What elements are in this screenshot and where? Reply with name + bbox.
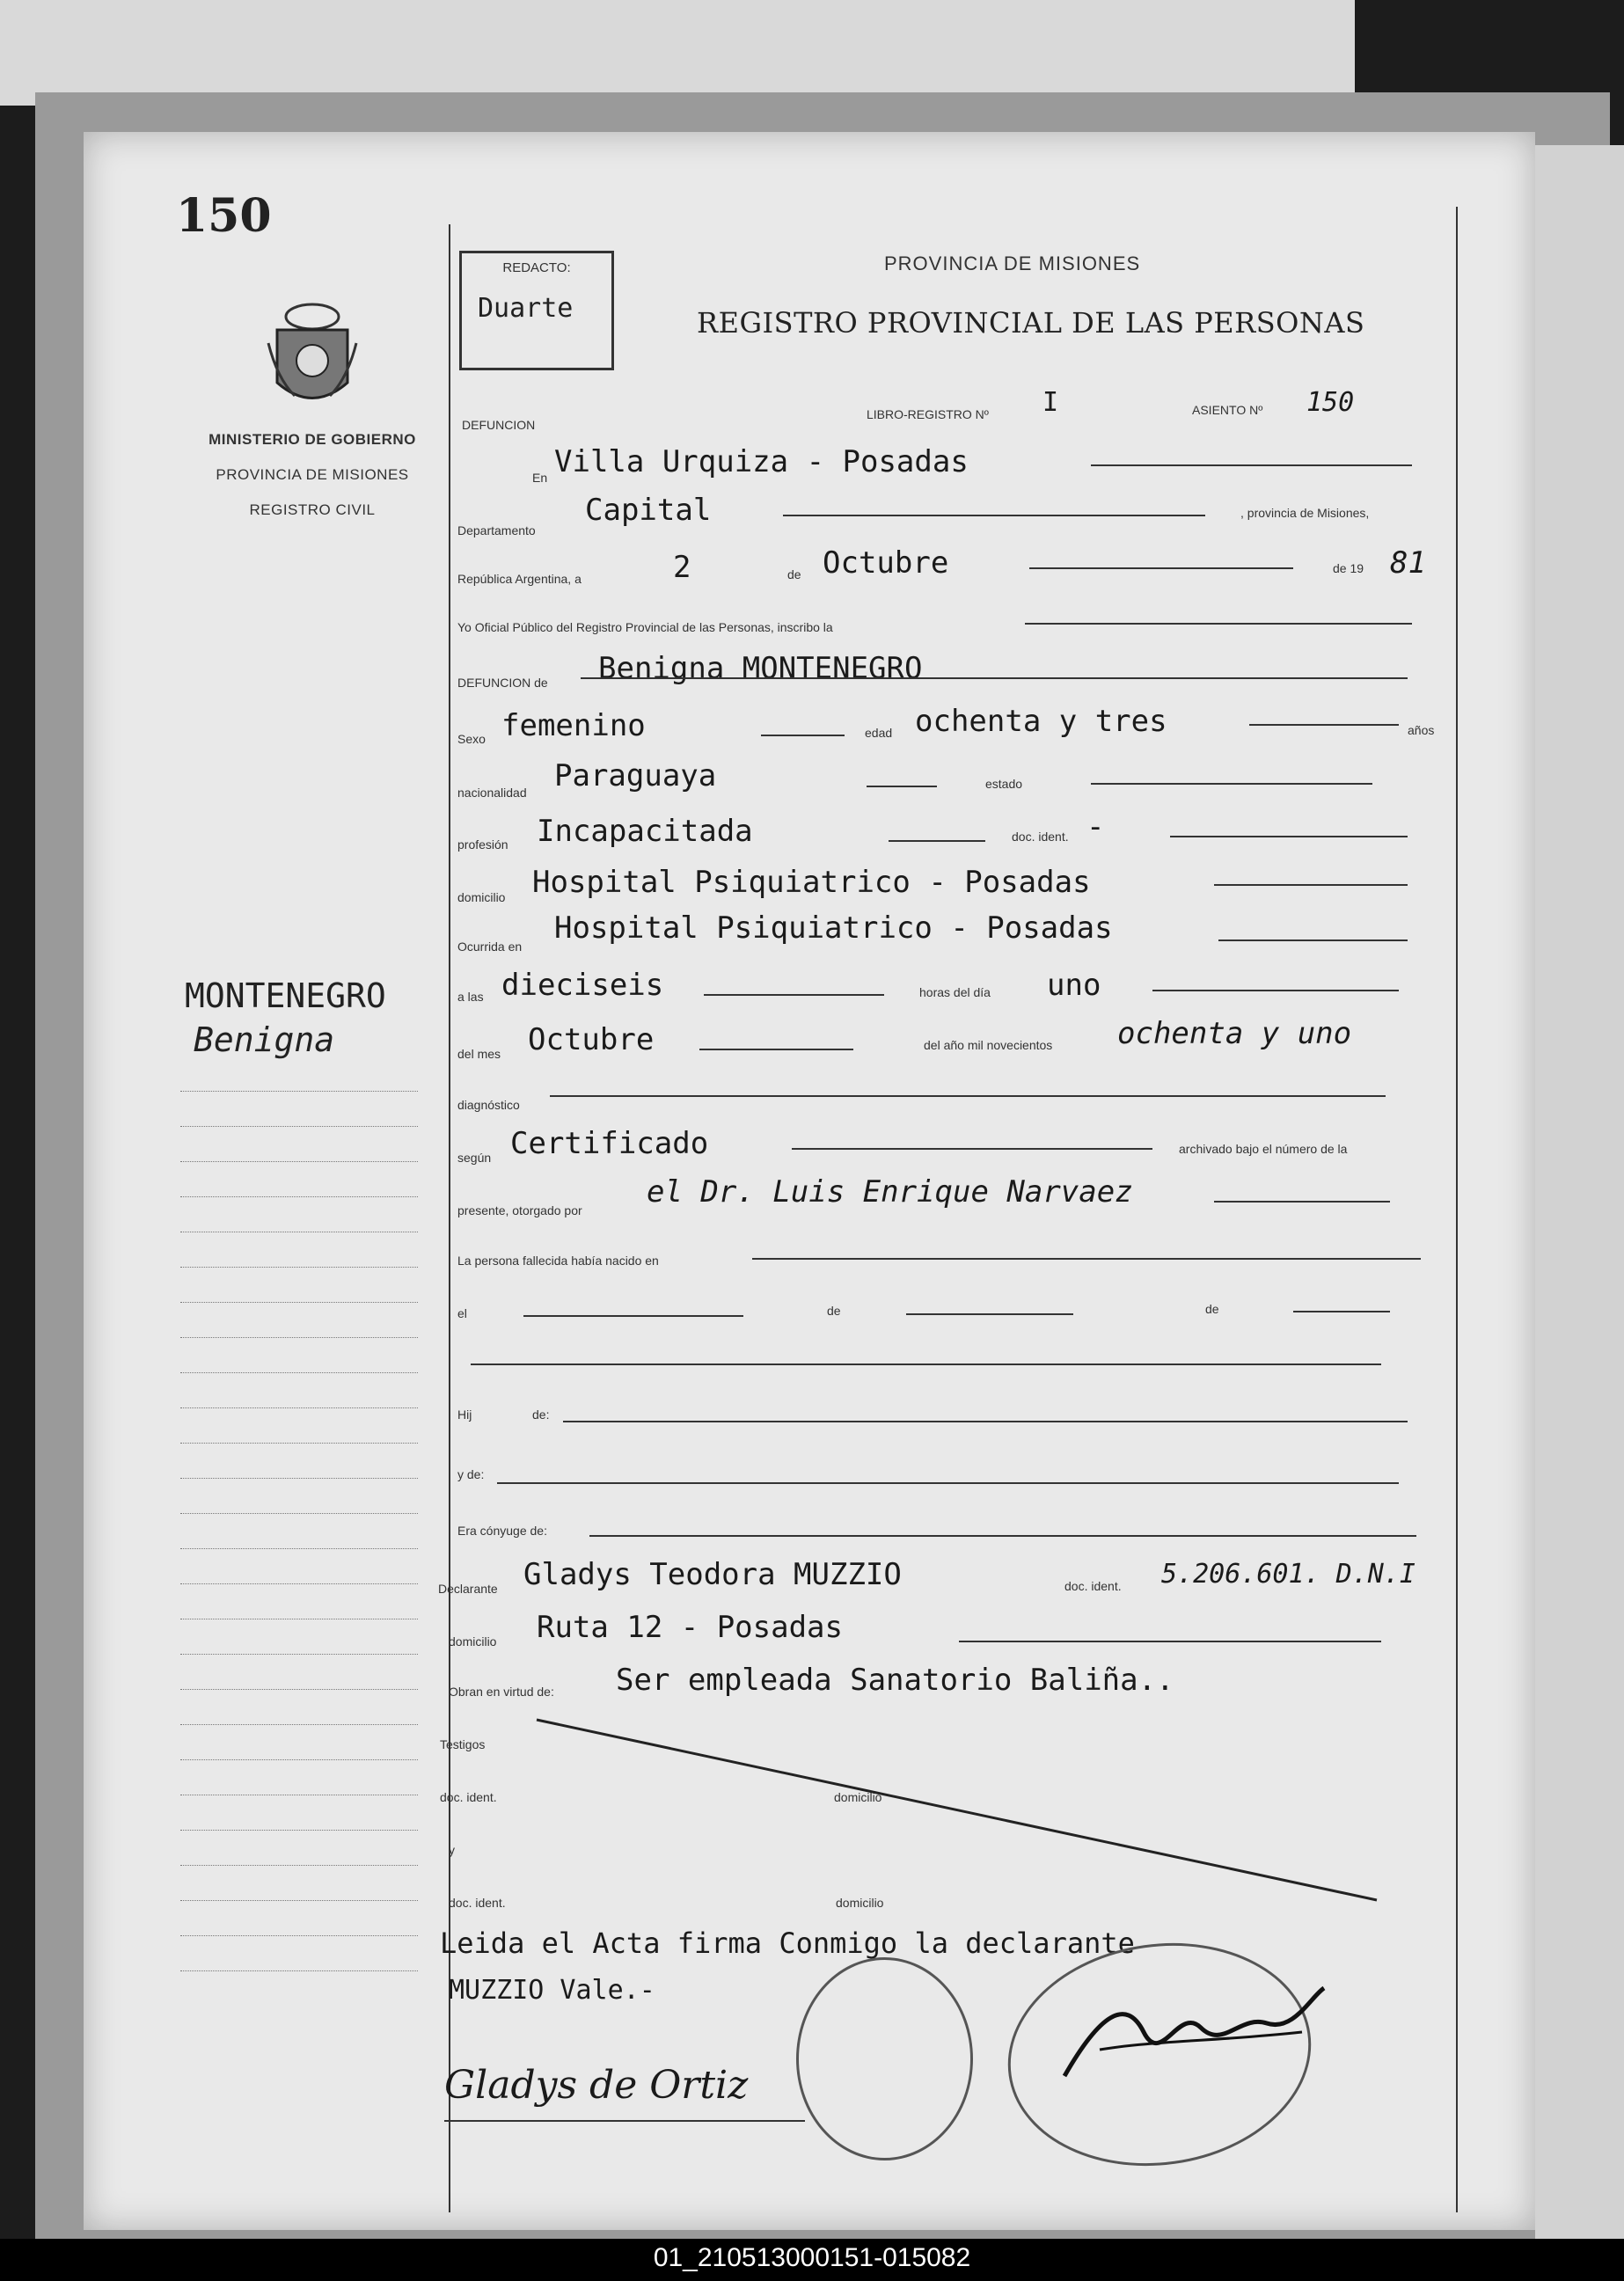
dia-value: uno bbox=[1047, 968, 1101, 1003]
registry-title: REGISTRO PROVINCIAL DE LAS PERSONAS bbox=[697, 306, 1365, 340]
anio-value: ochenta y uno bbox=[1117, 1016, 1352, 1051]
margin-surname: MONTENEGRO bbox=[185, 976, 386, 1015]
line bbox=[906, 1313, 1073, 1315]
line bbox=[1218, 939, 1408, 941]
line bbox=[1029, 567, 1293, 569]
asiento-label: ASIENTO Nº bbox=[1192, 403, 1263, 417]
obran-label: Obran en virtud de: bbox=[449, 1685, 554, 1699]
decl-doc-value: 5.206.601. D.N.I bbox=[1161, 1559, 1416, 1590]
decl-dom-label: domicilio bbox=[449, 1634, 497, 1649]
line bbox=[589, 1535, 1416, 1537]
asiento-value: 150 bbox=[1306, 387, 1355, 418]
image-id: 01_210513000151-015082 bbox=[653, 2243, 971, 2272]
anos-label: años bbox=[1408, 723, 1435, 737]
ocurrida-label: Ocurrida en bbox=[457, 939, 523, 954]
province-header: PROVINCIA DE MISIONES bbox=[884, 252, 1141, 274]
line bbox=[1214, 884, 1408, 886]
testigo-dom2-label: domicilio bbox=[836, 1896, 884, 1910]
year-suffix: 81 bbox=[1390, 545, 1426, 581]
line bbox=[699, 1049, 853, 1050]
day-value: 2 bbox=[673, 550, 691, 585]
libro-value: I bbox=[1042, 387, 1059, 418]
horas-value: dieciseis bbox=[501, 968, 664, 1003]
coat-of-arms-icon bbox=[264, 299, 361, 413]
decl-doc-label: doc. ident. bbox=[1064, 1579, 1122, 1593]
place-value: Villa Urquiza - Posadas bbox=[554, 444, 969, 479]
ocurrida-value: Hospital Psiquiatrico - Posadas bbox=[554, 910, 1113, 946]
decl-dom-value: Ruta 12 - Posadas bbox=[537, 1610, 843, 1645]
otorgado-value: el Dr. Luis Enrique Narvaez bbox=[647, 1174, 1133, 1210]
departamento-label: Departamento bbox=[457, 523, 536, 537]
line bbox=[867, 786, 937, 787]
official-stamp bbox=[796, 1957, 973, 2160]
de-label: de bbox=[787, 567, 801, 581]
province-label: PROVINCIA DE MISIONES bbox=[216, 466, 409, 483]
line bbox=[1249, 724, 1399, 726]
nacionalidad-label: nacionalidad bbox=[457, 786, 527, 800]
profesion-value: Incapacitada bbox=[537, 814, 753, 849]
column-divider bbox=[449, 224, 450, 2212]
archivado-label: archivado bajo el número de la bbox=[1179, 1142, 1348, 1156]
sexo-label: Sexo bbox=[457, 732, 486, 746]
closing-line-2: MUZZIO Vale.- bbox=[449, 1975, 655, 2006]
line bbox=[1214, 1201, 1390, 1203]
previous-page-edge bbox=[0, 0, 1355, 106]
line bbox=[752, 1258, 1421, 1260]
edad-value: ochenta y tres bbox=[915, 704, 1167, 739]
cancel-stroke bbox=[528, 1711, 1390, 1909]
anio-label: del año mil novecientos bbox=[924, 1038, 1053, 1052]
el-label: el bbox=[457, 1306, 467, 1320]
de2-label: de bbox=[827, 1304, 841, 1318]
provincia-label: , provincia de Misiones, bbox=[1240, 506, 1370, 520]
line bbox=[550, 1095, 1386, 1097]
doc-ident-value: - bbox=[1086, 809, 1105, 844]
republica-label: República Argentina, a bbox=[457, 572, 582, 586]
nacionalidad-value: Paraguaya bbox=[554, 758, 717, 793]
redacto-box bbox=[459, 251, 614, 370]
line bbox=[792, 1148, 1152, 1150]
estado-label: estado bbox=[985, 777, 1023, 791]
y-de-label: y de: bbox=[457, 1467, 485, 1481]
presente-label: presente, otorgado por bbox=[457, 1203, 582, 1217]
line bbox=[523, 1315, 743, 1317]
de3-label: de bbox=[1205, 1302, 1219, 1316]
redacto-label: REDACTO: bbox=[502, 260, 571, 275]
declarant-signature: Gladys de Ortiz bbox=[444, 2063, 749, 2108]
line bbox=[1091, 783, 1372, 785]
doc-ident-label: doc. ident. bbox=[1012, 830, 1069, 844]
mes-value: Octubre bbox=[528, 1022, 655, 1057]
hij-de-label: de: bbox=[532, 1407, 550, 1422]
oficial-label: Yo Oficial Público del Registro Provincial de las Personas, inscribo la bbox=[457, 620, 833, 634]
line bbox=[783, 515, 1205, 516]
redacto-value: Duarte bbox=[478, 293, 574, 324]
line bbox=[889, 840, 985, 842]
en-label: En bbox=[532, 471, 548, 485]
line bbox=[581, 677, 1408, 679]
registrar-signature bbox=[1047, 1979, 1337, 2094]
line bbox=[471, 1363, 1381, 1365]
testigo-doc-label: doc. ident. bbox=[440, 1790, 497, 1804]
domicilio-label: domicilio bbox=[457, 890, 506, 904]
testigo-dom-label: domicilio bbox=[834, 1790, 882, 1804]
line bbox=[761, 735, 845, 736]
closing-line-1: Leida el Acta firma Conmigo la declarante bbox=[440, 1926, 1135, 1960]
deceased-name: Benigna MONTENEGRO bbox=[598, 651, 923, 686]
line bbox=[1152, 990, 1399, 991]
ministry-label: MINISTERIO DE GOBIERNO bbox=[208, 431, 416, 448]
diagnostico-label: diagnóstico bbox=[457, 1098, 520, 1112]
line bbox=[563, 1421, 1408, 1422]
horas-label: horas del día bbox=[919, 985, 991, 999]
line bbox=[1293, 1311, 1390, 1312]
defuncion-de-label: DEFUNCION de bbox=[457, 676, 548, 690]
record-type-label: DEFUNCION bbox=[462, 418, 536, 432]
sexo-value: femenino bbox=[501, 708, 646, 743]
page-number: 150 bbox=[176, 189, 272, 243]
margin-given-name: Benigna bbox=[194, 1020, 335, 1059]
segun-value: Certificado bbox=[510, 1126, 709, 1161]
domicilio-value: Hospital Psiquiatrico - Posadas bbox=[532, 865, 1091, 900]
right-border bbox=[1456, 207, 1458, 2212]
right-page-edge bbox=[1535, 145, 1624, 2239]
testigo-y-label: y bbox=[449, 1843, 455, 1857]
edad-label: edad bbox=[865, 726, 893, 740]
line bbox=[1091, 464, 1412, 466]
hij-label: Hij bbox=[457, 1407, 472, 1422]
departamento-value: Capital bbox=[585, 493, 712, 528]
declarante-value: Gladys Teodora MUZZIO bbox=[523, 1557, 902, 1592]
nacido-label: La persona fallecida había nacido en bbox=[457, 1254, 659, 1268]
obran-value: Ser empleada Sanatorio Baliña.. bbox=[616, 1663, 1174, 1698]
line bbox=[497, 1482, 1399, 1484]
libro-label: LIBRO-REGISTRO Nº bbox=[867, 407, 989, 421]
month-value: Octubre bbox=[823, 545, 949, 581]
line bbox=[1025, 623, 1412, 625]
mes-label: del mes bbox=[457, 1047, 501, 1061]
segun-label: según bbox=[457, 1151, 492, 1165]
civil-registry-label: REGISTRO CIVIL bbox=[249, 501, 376, 518]
line bbox=[704, 994, 884, 996]
year-label: de 19 bbox=[1333, 561, 1364, 575]
conyuge-label: Era cónyuge de: bbox=[457, 1524, 547, 1538]
testigo-doc2-label: doc. ident. bbox=[449, 1896, 506, 1910]
a-las-label: a las bbox=[457, 990, 484, 1004]
line bbox=[1170, 836, 1408, 837]
testigos-label: Testigos bbox=[440, 1737, 486, 1751]
declarante-label: Declarante bbox=[438, 1582, 498, 1596]
signature-line bbox=[444, 2120, 805, 2122]
profesion-label: profesión bbox=[457, 837, 508, 852]
line bbox=[959, 1641, 1381, 1642]
